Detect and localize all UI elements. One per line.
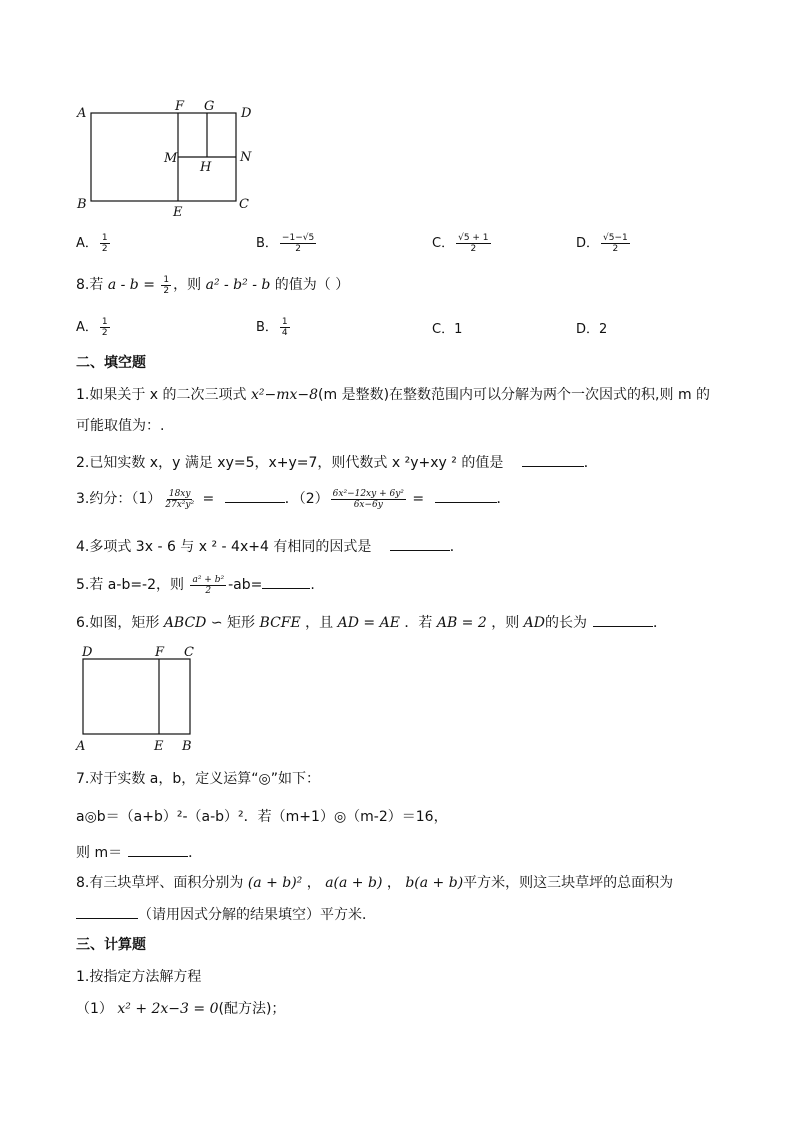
f6-pre: 6.如图，矩形 xyxy=(76,615,164,631)
option-d[interactable] xyxy=(576,232,632,254)
label-C: C xyxy=(239,197,249,212)
f6-c2: ．若 xyxy=(399,615,437,631)
fill-7-line3: 则 m＝ ． xyxy=(76,842,202,862)
fill-1 xyxy=(76,384,710,404)
section-heading-calculation: 三、计算题 xyxy=(76,937,146,953)
f1-expr: x²−mx−8 xyxy=(251,387,319,403)
fill-8-line2 xyxy=(76,904,376,924)
frac-den: 2 xyxy=(101,328,108,338)
label-F: F xyxy=(175,99,185,114)
label-B: B xyxy=(182,739,192,754)
frac-num: 18xy xyxy=(168,488,191,499)
f6-c1: ，且 xyxy=(300,615,338,631)
f3-pre: 3.约分：（1） xyxy=(76,491,162,507)
f8-line2-text: （请用因式分解的结果填空）平方米． xyxy=(138,907,376,923)
answer-blank[interactable] xyxy=(76,904,138,919)
fill-7-line1: 7.对于实数 a，b，定义运算“◎”如下： xyxy=(76,771,320,787)
c1a-expr: x² + 2x−3 = 0 xyxy=(117,1001,219,1017)
answer-blank[interactable] xyxy=(522,452,584,467)
frac-den: 2 xyxy=(101,244,108,254)
figure-rectangle-abcd-2 xyxy=(72,640,202,758)
section-heading-fill-blank: 二、填空题 xyxy=(76,355,146,371)
f1-pre: 1.如果关于 x 的二次三项式 xyxy=(76,387,251,403)
f2-text: 2.已知实数 x，y 满足 xy=5，x+y=7，则代数式 x ²y+xy ² 的值是 xyxy=(76,455,504,471)
frac-num: a² + b² xyxy=(192,574,225,585)
option-d-prefix: D． xyxy=(576,236,600,251)
option-b-fraction xyxy=(280,233,316,254)
q8-option-a-fraction xyxy=(100,317,110,338)
f5-fraction xyxy=(190,575,226,596)
calc-1a xyxy=(76,998,285,1018)
frac-num: 1 xyxy=(281,317,288,327)
frac-num: 1 xyxy=(101,317,108,327)
fill-6: 6.如图，矩形 ABCD ∽ 矩形 BCFE ，且 AD = AE ．若 AB = 2 ，则 AD的长为 ． xyxy=(76,612,667,632)
q8-expr1: a - b xyxy=(107,277,139,293)
frac-num: −1−√5 xyxy=(281,233,315,243)
fill-3 xyxy=(76,488,511,510)
f6-t1: ABCD xyxy=(163,615,207,631)
answer-blank[interactable] xyxy=(128,842,188,857)
answer-blank[interactable] xyxy=(390,536,450,551)
f8-e2: a(a + b) xyxy=(325,875,383,891)
frac-den: 2 xyxy=(205,585,212,596)
q8-option-d[interactable]: D．2 xyxy=(576,322,608,337)
f3-eq: = xyxy=(198,491,219,507)
option-b-prefix: B． xyxy=(256,236,278,251)
f4-text: 4.多项式 3x - 6 与 x ² - 4x+4 有相同的因式是 xyxy=(76,539,372,555)
frac-den: 2 xyxy=(612,244,619,254)
f3-mid: ．（2） xyxy=(284,491,329,507)
q8-eq: = xyxy=(138,277,160,293)
calc-1: 1.按指定方法解方程 xyxy=(76,969,202,985)
label-A: A xyxy=(77,106,87,121)
frac-den: 2 xyxy=(295,244,301,254)
f6-t2: BCFE xyxy=(259,615,301,631)
option-c-fraction xyxy=(456,233,490,254)
label-E: E xyxy=(173,205,183,220)
option-b[interactable] xyxy=(256,232,318,254)
q8-option-a-prefix: A． xyxy=(76,320,98,335)
frac-den: 4 xyxy=(281,328,288,338)
f3-end: ． xyxy=(496,491,511,507)
f3-eq: = xyxy=(407,491,429,507)
q8-option-b[interactable] xyxy=(256,316,292,338)
label-F: F xyxy=(155,645,165,660)
figure-rectangle-abcd xyxy=(70,92,270,222)
label-E: E xyxy=(154,739,164,754)
f6-t5: AD xyxy=(523,615,546,631)
frac-num: 1 xyxy=(101,233,108,243)
f6-sim: ∽ 矩形 xyxy=(206,615,260,631)
answer-blank[interactable] xyxy=(435,488,497,503)
q8-mid: ，则 xyxy=(173,277,206,293)
answer-blank[interactable] xyxy=(262,574,310,589)
label-G: G xyxy=(204,99,215,114)
fill-1-line2: 可能取值为：. xyxy=(76,418,165,434)
f3-fraction-1 xyxy=(163,489,196,510)
label-N: N xyxy=(240,150,252,165)
q8-tail: 的值为（ ） xyxy=(270,277,350,293)
q8-prefix: 8.若 xyxy=(76,277,108,293)
label-H: H xyxy=(200,160,212,175)
frac-den: 27x²y² xyxy=(165,499,195,510)
question-8 xyxy=(76,274,349,296)
f6-post: 的长为 xyxy=(545,615,588,631)
option-a[interactable] xyxy=(76,232,112,254)
label-B: B xyxy=(77,197,87,212)
f1-post: (m 是整数)在整数范围内可以分解为两个一次因式的积,则 m 的 xyxy=(318,387,711,403)
fill-8 xyxy=(76,872,673,892)
label-D: D xyxy=(241,106,252,121)
frac-num: √5 + 1 xyxy=(458,233,489,243)
frac-den: 2 xyxy=(163,285,170,296)
f8-s1: ， xyxy=(302,875,326,891)
q8-option-b-fraction xyxy=(280,317,290,338)
f8-e1: (a + b)² xyxy=(247,875,303,891)
q8-option-b-prefix: B． xyxy=(256,320,278,335)
label-C: C xyxy=(184,645,194,660)
f8-s2: ， xyxy=(382,875,406,891)
frac-num: 1 xyxy=(163,274,170,285)
label-M: M xyxy=(164,151,178,166)
fill-2: 2.已知实数 x，y 满足 xy=5，x+y=7，则代数式 x ²y+xy ² 的值是 ． xyxy=(76,452,598,472)
fill-4: 4.多项式 3x - 6 与 x ² - 4x+4 有相同的因式是 ． xyxy=(76,536,464,556)
c1a-post: (配方法)； xyxy=(218,1001,286,1017)
answer-blank[interactable] xyxy=(593,612,653,627)
frac-den: 6x−6y xyxy=(353,499,383,510)
q8-option-a[interactable] xyxy=(76,316,112,338)
f8-e3: b(a + b) xyxy=(405,875,464,891)
option-c[interactable] xyxy=(432,232,493,254)
label-D: D xyxy=(82,645,93,660)
option-c-prefix: C． xyxy=(432,236,455,251)
frac-num: 6x²−12xy + 6y² xyxy=(332,488,404,499)
q8-fraction xyxy=(161,275,171,296)
q8-expr2: a² - b² - b xyxy=(205,277,271,293)
option-d-fraction xyxy=(601,233,630,254)
f7-line3-text: 则 m＝ xyxy=(76,845,123,861)
frac-den: 2 xyxy=(470,244,477,254)
f6-t4: AB = 2 xyxy=(436,615,487,631)
fill-5: 5.若 a-b=-2，则 $\frac{\text{a² + b²}}{2}$ -ab= . xyxy=(76,574,315,596)
f8-pre: 8.有三块草坪、面积分别为 xyxy=(76,875,248,891)
f6-t3: AD = AE xyxy=(337,615,400,631)
q8-option-c[interactable]: C．1 xyxy=(432,322,463,337)
option-a-prefix: A． xyxy=(76,236,98,251)
f5-post: -ab= xyxy=(228,577,263,593)
f3-fraction-2 xyxy=(331,489,406,510)
f5-pre: 5.若 a-b=-2，则 xyxy=(76,577,189,593)
label-A: A xyxy=(76,739,86,754)
c1a-pre: （1） xyxy=(76,1001,118,1017)
answer-blank[interactable] xyxy=(225,488,285,503)
fill-7-line2: a◎b＝（a+b）²-（a-b）²．若（m+1）◎（m-2）＝16， xyxy=(76,809,448,825)
f6-c3: ，则 xyxy=(486,615,524,631)
f8-post: 平方米，则这三块草坪的总面积为 xyxy=(463,875,674,891)
option-a-fraction xyxy=(100,233,110,254)
frac-num: √5−1 xyxy=(603,233,628,243)
